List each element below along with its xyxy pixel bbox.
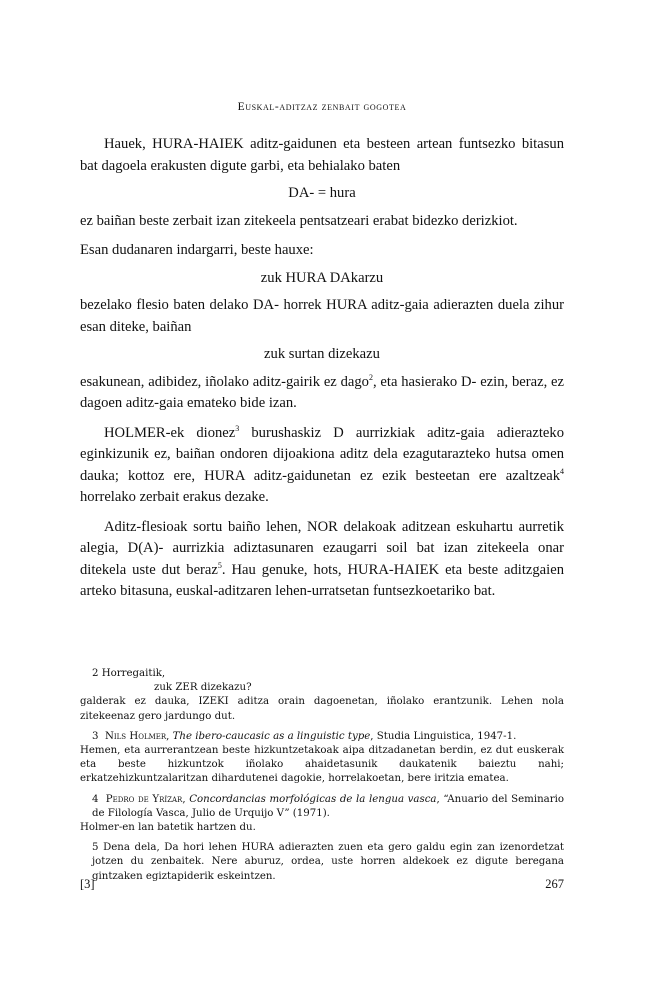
formula-1: DA- = hura [288, 185, 356, 201]
paragraph-6-text-a: HOLMER-ek dionez [104, 424, 236, 441]
paragraph-4: bezelako flesio baten delako DA- horrek HURA aditz-gaia adierazten duela zihur esan diteke, baiñan [80, 297, 564, 335]
footnote-3-line-2: Hemen, eta aurrerantzean beste hizkuntzetakoak aipa ditzadanetan berdin, ez dut euskerak eta beste hizkuntzok iñolako ahaidetasunik daukatenik baieztu nahi; erkatzehizkuntzalaritzan dihardutenei dagokie, horrelakoetan, bere iritzia ematea. [80, 745, 564, 785]
body-text [80, 134, 564, 603]
footnote-4: 4 Pedro de Yrízar, Concordancias morfológicas de la lengua vasca, “Anuario del Seminario de Filología Vasca, Julio de Urquijo V” (1971). [92, 793, 564, 819]
paragraph-5-text-a: esakunean, adibidez, iñolako aditz-gairik ez dago [80, 373, 369, 390]
section-marker: [3] [80, 877, 95, 891]
footnote-3-title: The ibero-caucasic as a linguistic type [172, 730, 371, 742]
paragraph-7-text-b: . Hau genuke, hots, HURA-HAIEK eta beste aditzgaien arteko bitasuna, euskal-aditzaren lehen-urratsetan funtsezkoetariko bat. [80, 561, 564, 599]
paragraph-5 [80, 372, 564, 415]
footnote-3: 3 Nils Holmer, The ibero-caucasic as a linguistic type, Studia Linguistica, 1947-1. [92, 730, 517, 742]
paragraph-6 [80, 423, 564, 509]
footnote-4-rest: , “Anuario del Seminario de Filología Vasca, Julio de Urquijo V” (1971). [92, 793, 564, 819]
footnotes [80, 667, 564, 884]
footnote-5: 5 Dena dela, Da hori lehen HURA adierazten zuen eta gero galdu egin zan izenordetzat jotzen du zenbaitek. Nere aburuz, ordea, uste horren aldekoek ez digute beregana gintzaken egiztapiderik eskeintzen. [92, 842, 564, 882]
footnote-3-rest: , Studia Linguistica, 1947-1. [370, 730, 517, 742]
footnote-ref-4: 4 [560, 466, 564, 476]
paragraph-5-text-b: , eta hasierako D- ezin, beraz, ez dagoen aditz-gaia emateko bide izan. [80, 373, 565, 411]
paragraph-2: ez baiñan beste zerbait izan zitekeela pentsatzeari erabat bidezko derizkiot. [80, 212, 518, 229]
paragraph-6-text-c: horrelako zerbait erakus dezake. [80, 489, 269, 505]
footnote-4-line-2: Holmer-en lan batetik hartzen du. [80, 822, 256, 834]
footnote-2-line-2: zuk ZER dizekazu? [154, 682, 252, 694]
footnote-ref-2: 2 [368, 372, 373, 382]
paragraph-7-text-a: Aditz-flesioak sortu baiño lehen, NOR delakoak aditzean eskuhartu aurretik alegia, D(A)- aurrizkia adiztasunaren ezaugarri soil bat izan zitekeela onar ditekela uste dut beraz [80, 518, 564, 578]
footnote-3-author: Nils Holmer [104, 730, 167, 742]
paragraph-1: Hauek, HURA-HAIEK aditz-gaidunen eta besteen artean funtsezko bitasun bat dagoela erakusten digute garbi, eta behialako baten [80, 136, 564, 174]
footnote-4-title: Concordancias morfológicas de la lengua vasca [189, 793, 437, 805]
footnote-ref-5: 5 [217, 560, 222, 570]
footnote-ref-3: 3 [235, 423, 240, 433]
footnote-4-number: 4 [92, 793, 99, 805]
footnote-4-author: Pedro de Yrízar [105, 793, 183, 805]
paragraph-6-text-b: burushaskiz D aurrizkiak aditz-gaia adierazteko eginkizunik ez, baiñan ondoren dijoakiona aditz dela ezagutarazteko hutsa omen dauka; kottoz ere, HURA aditz-gaidunetan ez ezik besteetan ere azaltzeak [80, 424, 564, 484]
footnote-2-line-3: galderak ez dauka, IZEKI aditza orain dagoenetan, iñolako erantzunik. Lehen nola zitekeenaz gero jardungo dut. [80, 696, 564, 722]
running-head: Euskal-aditzaz zenbait gogotea [237, 101, 407, 113]
footnote-3-number: 3 [92, 730, 99, 742]
page-number: 267 [545, 877, 564, 891]
footnote-2-line-1: 2 Horregaitik, [92, 668, 166, 679]
example-1: zuk HURA DAkarzu [260, 269, 384, 286]
paragraph-7 [80, 517, 564, 603]
example-2: zuk surtan dizekazu [264, 346, 380, 362]
paragraph-3: Esan dudanaren indargarri, beste hauxe: [80, 242, 314, 258]
